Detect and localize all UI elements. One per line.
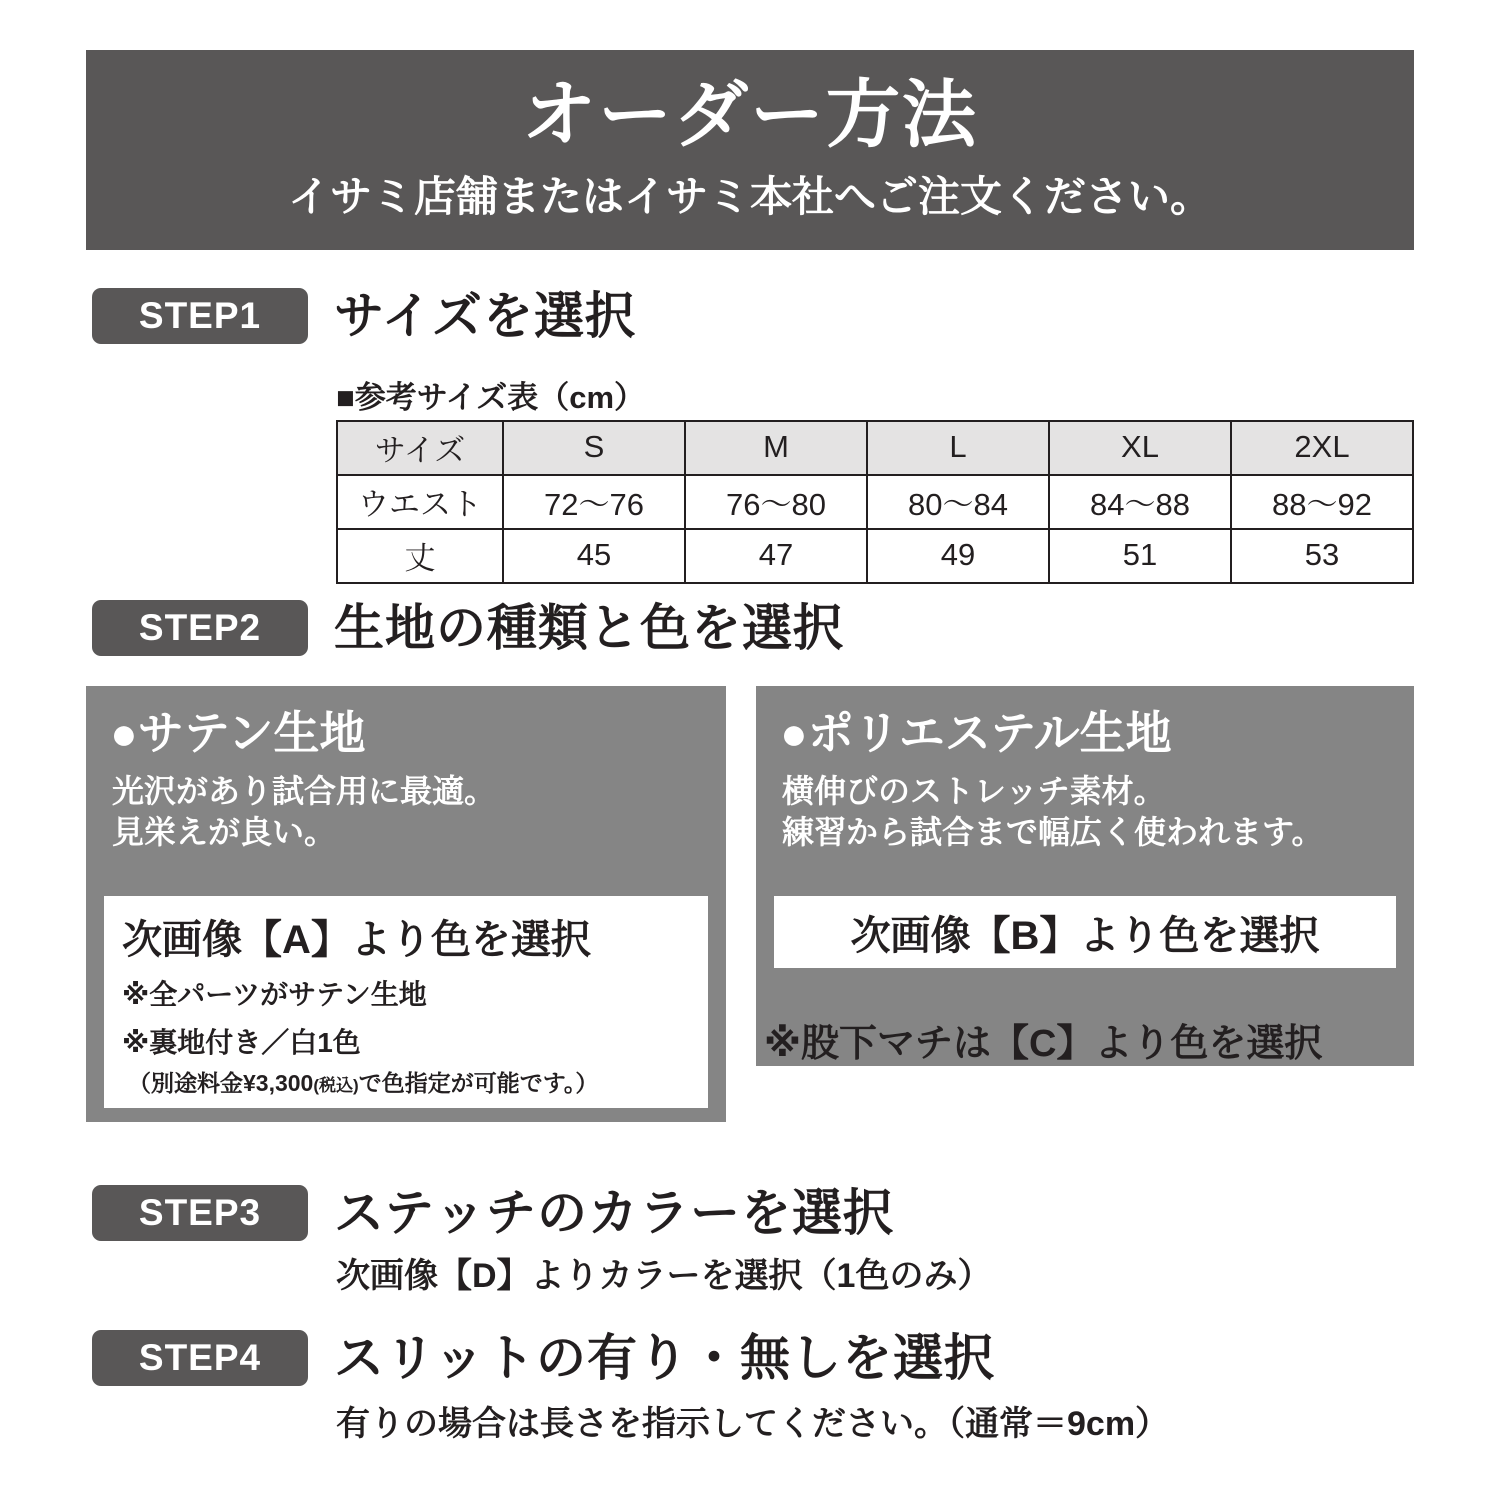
polyester-description-line1: 横伸びのストレッチ素材。 <box>782 772 1166 809</box>
satin-note-3-main: （別途料金¥3,300 <box>128 1070 314 1096</box>
table-cell: 47 <box>685 529 867 583</box>
size-table <box>336 420 1414 584</box>
step-badge-4: STEP4 <box>92 1330 308 1386</box>
page-title: オーダー方法 <box>522 73 978 157</box>
page-subtitle: イサミ店舗またはイサミ本社へご注文ください。 <box>287 172 1212 220</box>
polyester-color-pick-box <box>774 896 1396 968</box>
step-heading-1: サイズを選択 <box>334 288 636 344</box>
table-header-cell: 2XL <box>1231 421 1413 475</box>
step4-sub-line: 有りの場合は長さを指示してください。（通常＝9cm） <box>336 1405 1170 1443</box>
step3-sub-line: 次画像【D】よりカラーを選択（1色のみ） <box>336 1257 992 1295</box>
size-table-caption: ■参考サイズ表（cm） <box>336 380 646 415</box>
satin-description-line1: 光沢があり試合用に最適。 <box>112 772 497 809</box>
polyester-title: ●ポリエステル生地 <box>780 707 1172 759</box>
table-row-label: 丈 <box>337 529 503 583</box>
satin-note-3-tax: (税込) <box>313 1076 359 1095</box>
polyester-description-line2: 練習から試合まで幅広く使われます。 <box>782 813 1324 850</box>
table-header-cell: L <box>867 421 1049 475</box>
step-row-3 <box>92 1185 894 1241</box>
table-cell: 45 <box>503 529 685 583</box>
polyester-pick-label: 次画像【B】より色を選択 <box>850 913 1320 958</box>
table-cell: 88〜92 <box>1231 475 1413 529</box>
table-cell: 53 <box>1231 529 1413 583</box>
table-cell: 76〜80 <box>685 475 867 529</box>
step-row-1 <box>92 288 636 344</box>
table-cell: 80〜84 <box>867 475 1049 529</box>
satin-note-3 <box>128 1065 708 1098</box>
satin-pick-label: 次画像【A】より色を選択 <box>122 918 591 962</box>
step-row-2 <box>92 600 844 656</box>
header-banner <box>86 50 1414 250</box>
table-header-cell: XL <box>1049 421 1231 475</box>
satin-note-3-end: で色指定が可能です。） <box>358 1070 599 1096</box>
crotch-gusset-note: ※股下マチは【C】より色を選択 <box>764 1023 1323 1065</box>
table-header-row <box>337 421 1413 475</box>
table-header-cell: M <box>685 421 867 475</box>
satin-title: ●サテン生地 <box>110 707 366 759</box>
table-cell: 49 <box>867 529 1049 583</box>
step-badge-3: STEP3 <box>92 1185 308 1241</box>
step-badge-1: STEP1 <box>92 288 308 344</box>
table-row <box>337 475 1413 529</box>
table-cell: 84〜88 <box>1049 475 1231 529</box>
satin-note-1: ※全パーツがサテン生地 <box>122 979 427 1010</box>
table-cell: 51 <box>1049 529 1231 583</box>
step-badge-2: STEP2 <box>92 600 308 656</box>
step-heading-3: ステッチのカラーを選択 <box>334 1185 894 1241</box>
table-row <box>337 529 1413 583</box>
step-heading-4: スリットの有り・無しを選択 <box>334 1330 995 1386</box>
table-cell: 72〜76 <box>503 475 685 529</box>
satin-note-2: ※裏地付き／白1色 <box>122 1027 361 1058</box>
table-header-cell: サイズ <box>337 421 503 475</box>
satin-color-pick-box <box>104 896 708 1108</box>
satin-description <box>112 771 726 853</box>
polyester-description <box>782 771 1414 853</box>
step-row-4 <box>92 1330 995 1386</box>
satin-description-line2: 見栄えが良い。 <box>112 813 337 850</box>
fabric-panel-polyester <box>756 686 1414 1066</box>
table-header-cell: S <box>503 421 685 475</box>
step-heading-2: 生地の種類と色を選択 <box>334 600 844 656</box>
table-row-label: ウエスト <box>337 475 503 529</box>
